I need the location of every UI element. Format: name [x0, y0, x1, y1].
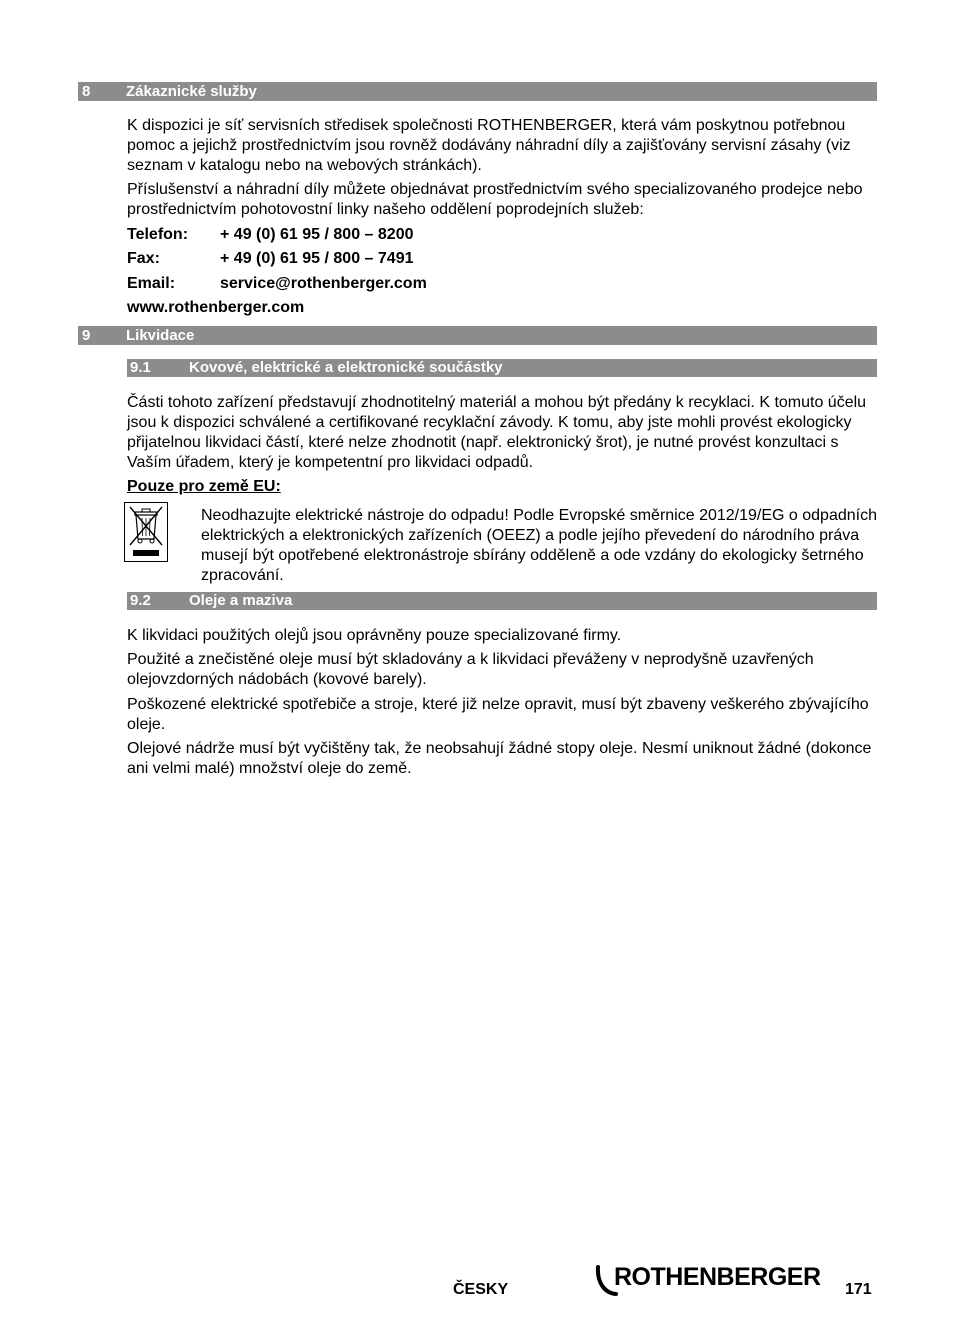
eu-heading: Pouze pro země EU:	[127, 478, 281, 495]
subsection-title: Oleje a maziva	[189, 592, 293, 609]
eu-disposal-paragraph: Neodhazujte elektrické nástroje do odpadu! Podle Evropské směrnice 2012/19/EG o odpadních elektrických a elektronických zařízeních (OEEZ) a podle jejího převedení do národního práva musejí být opotřebené elektronástroje sbírány odděleně a ode vzdány do ekologicky šetrného zpracování.	[201, 507, 877, 584]
page-number: 171	[845, 1281, 872, 1298]
oil-paragraph-3: Poškozené elektrické spotřebiče a stroje, které již nelze opravit, musí být zbaveny veškerého zbývajícího oleje.	[127, 696, 869, 733]
section-number: 9	[82, 327, 91, 344]
contact-value: + 49 (0) 61 95 / 800 – 8200	[220, 226, 414, 243]
subsection-number: 9.1	[130, 359, 151, 376]
section-title: Zákaznické služby	[126, 83, 257, 100]
contact-email	[127, 274, 427, 294]
oil-paragraph-1: K likvidaci použitých olejů jsou oprávněny pouze specializované firmy.	[127, 627, 622, 644]
oil-paragraph-4: Olejové nádrže musí být vyčištěny tak, že neobsahují žádné stopy oleje. Nesmí uniknout žádné (dokonce ani velmi malé) množství oleje do země.	[127, 740, 872, 777]
section-8-heading	[78, 82, 877, 101]
contact-value[interactable]: service@rothenberger.com	[220, 275, 427, 292]
contact-label: Telefon:	[127, 226, 189, 243]
section-9-2-heading	[127, 592, 877, 610]
section-9-1-heading	[127, 359, 877, 377]
brand-name: ROTHENBERGER	[614, 1263, 821, 1291]
section-number: 8	[82, 83, 91, 100]
contact-label: Fax:	[127, 250, 160, 267]
subsection-title: Kovové, elektrické a elektronické součástky	[189, 359, 503, 376]
crossed-bin-icon	[125, 503, 167, 561]
oil-paragraph-2: Použité a znečistěné oleje musí být skladovány a k likvidaci převáženy v neprodyšně uzavřených olejovzdorných nádobách (kovové barely).	[127, 651, 814, 688]
subsection-number: 9.2	[130, 592, 151, 609]
weee-icon	[124, 502, 168, 562]
footer-language: ČESKY	[453, 1281, 509, 1298]
section-9-heading	[78, 326, 877, 345]
website-link[interactable]: www.rothenberger.com	[127, 299, 305, 316]
contact-phone	[127, 225, 413, 245]
contact-value: + 49 (0) 61 95 / 800 – 7491	[220, 250, 414, 267]
service-paragraph: K dispozici je síť servisních středisek společnosti ROTHENBERGER, která vám poskytnou potřebnou pomoc a jejichž prostřednictvím jsou rovněž dodávány náhradní díly a zajišťovány servisní zásahy (viz seznam v katalogu nebo na webových stránkách).	[127, 117, 851, 174]
contact-label: Email:	[127, 275, 176, 292]
accessories-paragraph: Příslušenství a náhradní díly můžete objednávat prostřednictvím svého specializovaného prodejce nebo prostřednictvím pohotovostní linky našeho oddělení poprodejních služeb:	[127, 181, 863, 218]
section-title: Likvidace	[126, 327, 195, 344]
brand-logo	[594, 1262, 828, 1298]
recycling-paragraph: Části tohoto zařízení představují zhodnotitelný materiál a mohou být předány k recyklaci. K tomuto účelu jsou k dispozici schválené a certifikované recyklační závody. K tomu, aby jste mohli provést ekologicky přijatelnou likvidaci částí, které nelze zhodnotit (např. elektronický šrot), je nutné provést konzultaci s Vaším úřadem, který je kompetentní pro likvidaci odpadů.	[127, 394, 867, 471]
contact-fax	[127, 249, 413, 269]
